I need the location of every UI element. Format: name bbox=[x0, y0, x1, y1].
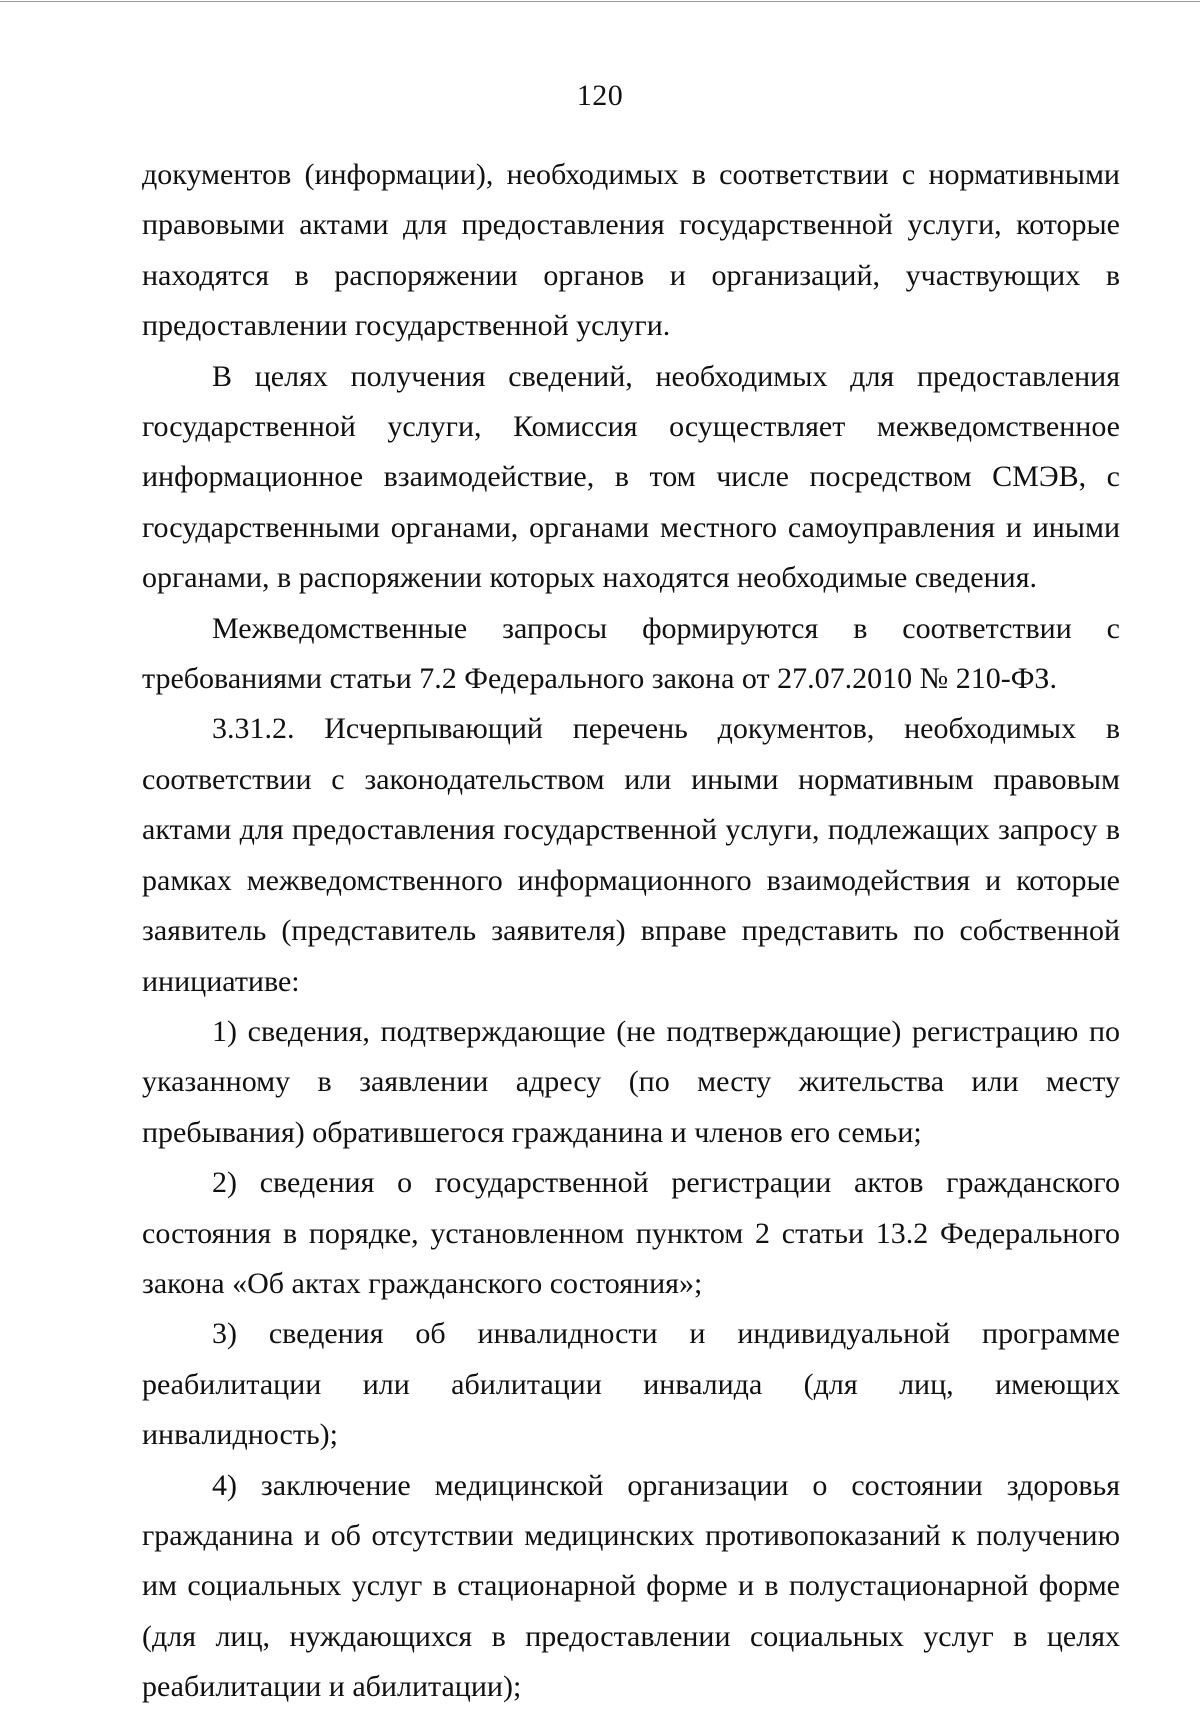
paragraph-continuation: документов (информации), необходимых в соответствии с нормативными правовыми актами для предоставления государственной услуги, которые находятся в распоряжении органов и организаций, участвующих в предоставлении государственной услуги. bbox=[142, 158, 1120, 343]
list-item-2: 2) сведения о государственной регистрации актов гражданского состояния в порядке, установленном пунктом 2 статьи 13.2 Федерального закона «Об актах гражданского состояния»; bbox=[142, 1166, 1120, 1300]
list-item-4: 4) заключение медицинской организации о состоянии здоровья гражданина и об отсутствии медицинских противопоказаний к получению им социальных услуг в стационарной форме и в полустационарной форме (для лиц, нуждающихся в предоставлении социальных услуг в целях реабилитации и абилитации); bbox=[142, 1468, 1120, 1704]
paragraph-interagency-requests: Межведомственные запросы формируются в соответствии с требованиями статьи 7.2 Федерального закона от 27.07.2010 № 210-ФЗ. bbox=[142, 611, 1120, 696]
top-edge-line bbox=[0, 1, 1200, 2]
page-number: 120 bbox=[576, 79, 624, 112]
list-item-1: 1) сведения, подтверждающие (не подтверждающие) регистрацию по указанному в заявлении адресу (по месту жительства или месту пребывания) обратившегося гражданина и членов его семьи; bbox=[142, 1014, 1120, 1149]
list-item-3: 3) сведения об инвалидности и индивидуальной программе реабилитации или абилитации инвалида (для лиц, имеющих инвалидность); bbox=[142, 1317, 1120, 1452]
document-body bbox=[142, 150, 1120, 1713]
paragraph-clause-3-31-2: 3.31.2. Исчерпывающий перечень документов, необходимых в соответствии с законодательством или иными нормативным правовым актами для предоставления государственной услуги, подлежащих запросу в рамках межведомственного информационного взаимодействия и которые заявитель (представитель заявителя) вправе представить по собственной инициативе: bbox=[142, 712, 1120, 998]
paragraph-interagency-interaction: В целях получения сведений, необходимых для предоставления государственной услуги, Комиссия осуществляет межведомственное информационное взаимодействие, в том числе посредством СМЭВ, с государственными органами, органами местного самоуправления и иными органами, в распоряжении которых находятся необходимые сведения. bbox=[142, 359, 1120, 595]
